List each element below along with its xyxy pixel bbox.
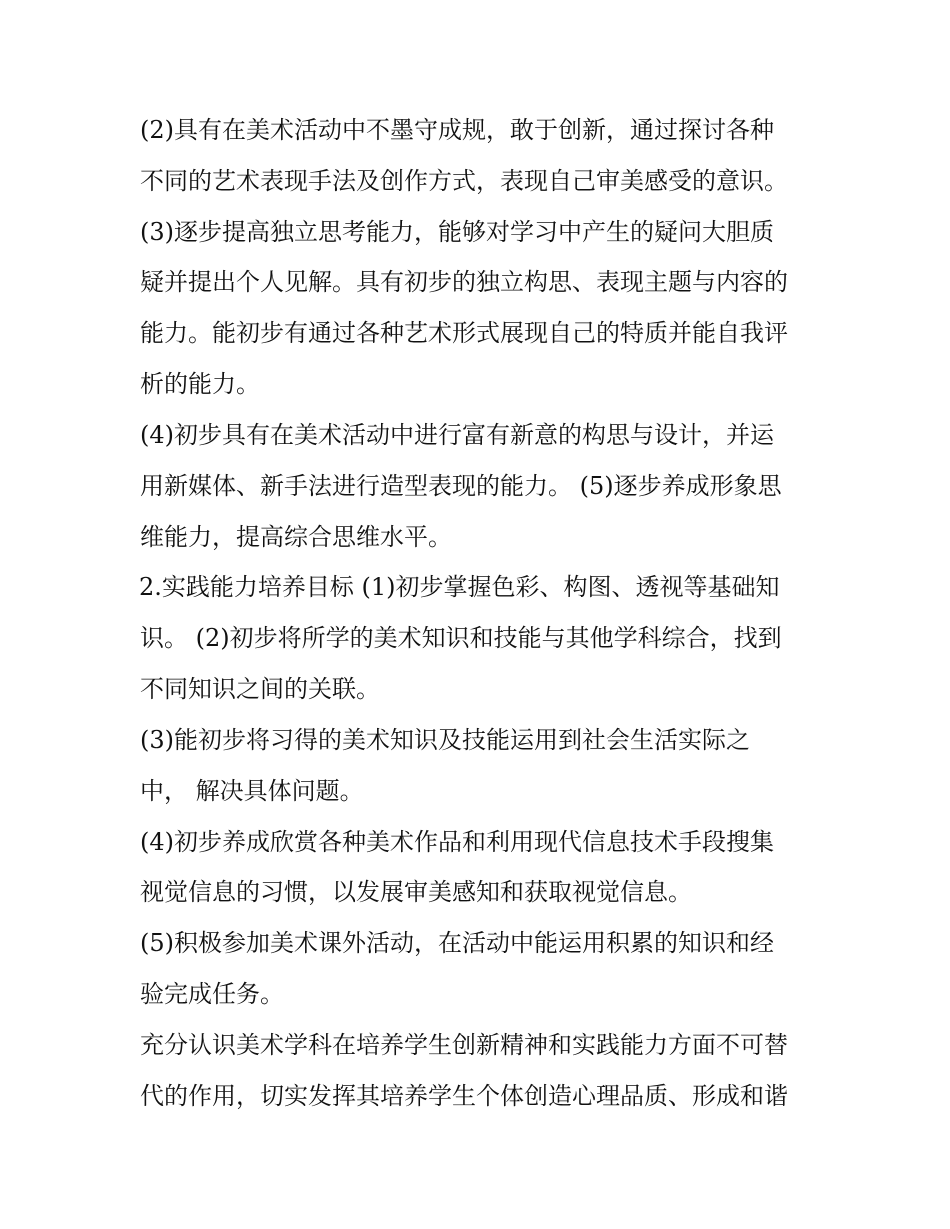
text-line: 维能力，提高综合思维水平。 — [140, 523, 452, 551]
text-line: 2.实践能力培养目标 (1)初步掌握色彩、构图、透视等基础知 — [139, 573, 780, 601]
text-line: 充分认识美术学科在培养学生创新精神和实践能力方面不可替 — [140, 1031, 788, 1059]
text-line: (4)初步具有在美术活动中进行富有新意的构思与设计，并运 — [140, 421, 774, 449]
text-line: 析的能力。 — [140, 370, 260, 398]
text-line: 不同的艺术表现手法及创作方式，表现自己审美感受的意识。 — [140, 167, 788, 195]
text-line: (4)初步养成欣赏各种美术作品和利用现代信息技术手段搜集 — [140, 828, 774, 856]
text-line: 能力。能初步有通过各种艺术形式展现自己的特质并能自我评 — [140, 319, 788, 347]
text-line: 疑并提出个人见解。具有初步的独立构思、表现主题与内容的 — [140, 268, 788, 296]
text-line: 代的作用，切实发挥其培养学生个体创造心理品质、形成和谐 — [140, 1082, 788, 1110]
text-line: 中， 解决具体问题。 — [140, 777, 364, 805]
text-line: (5)积极参加美术课外活动，在活动中能运用积累的知识和经 — [140, 929, 774, 957]
text-line: 不同知识之间的关联。 — [140, 675, 380, 703]
text-line: 视觉信息的习惯，以发展审美感知和获取视觉信息。 — [140, 878, 692, 906]
text-line: 用新媒体、新手法进行造型表现的能力。 (5)逐步养成形象思 — [140, 472, 782, 500]
text-line: (3)逐步提高独立思考能力，能够对学习中产生的疑问大胆质 — [140, 218, 774, 246]
text-line: 识。 (2)初步将所学的美术知识和技能与其他学科综合，找到 — [140, 624, 782, 652]
text-line: 验完成任务。 — [140, 980, 284, 1008]
text-line: (2)具有在美术活动中不墨守成规，敢于创新，通过探讨各种 — [140, 116, 774, 144]
text-line: (3)能初步将习得的美术知识及技能运用到社会生活实际之 — [140, 726, 750, 754]
